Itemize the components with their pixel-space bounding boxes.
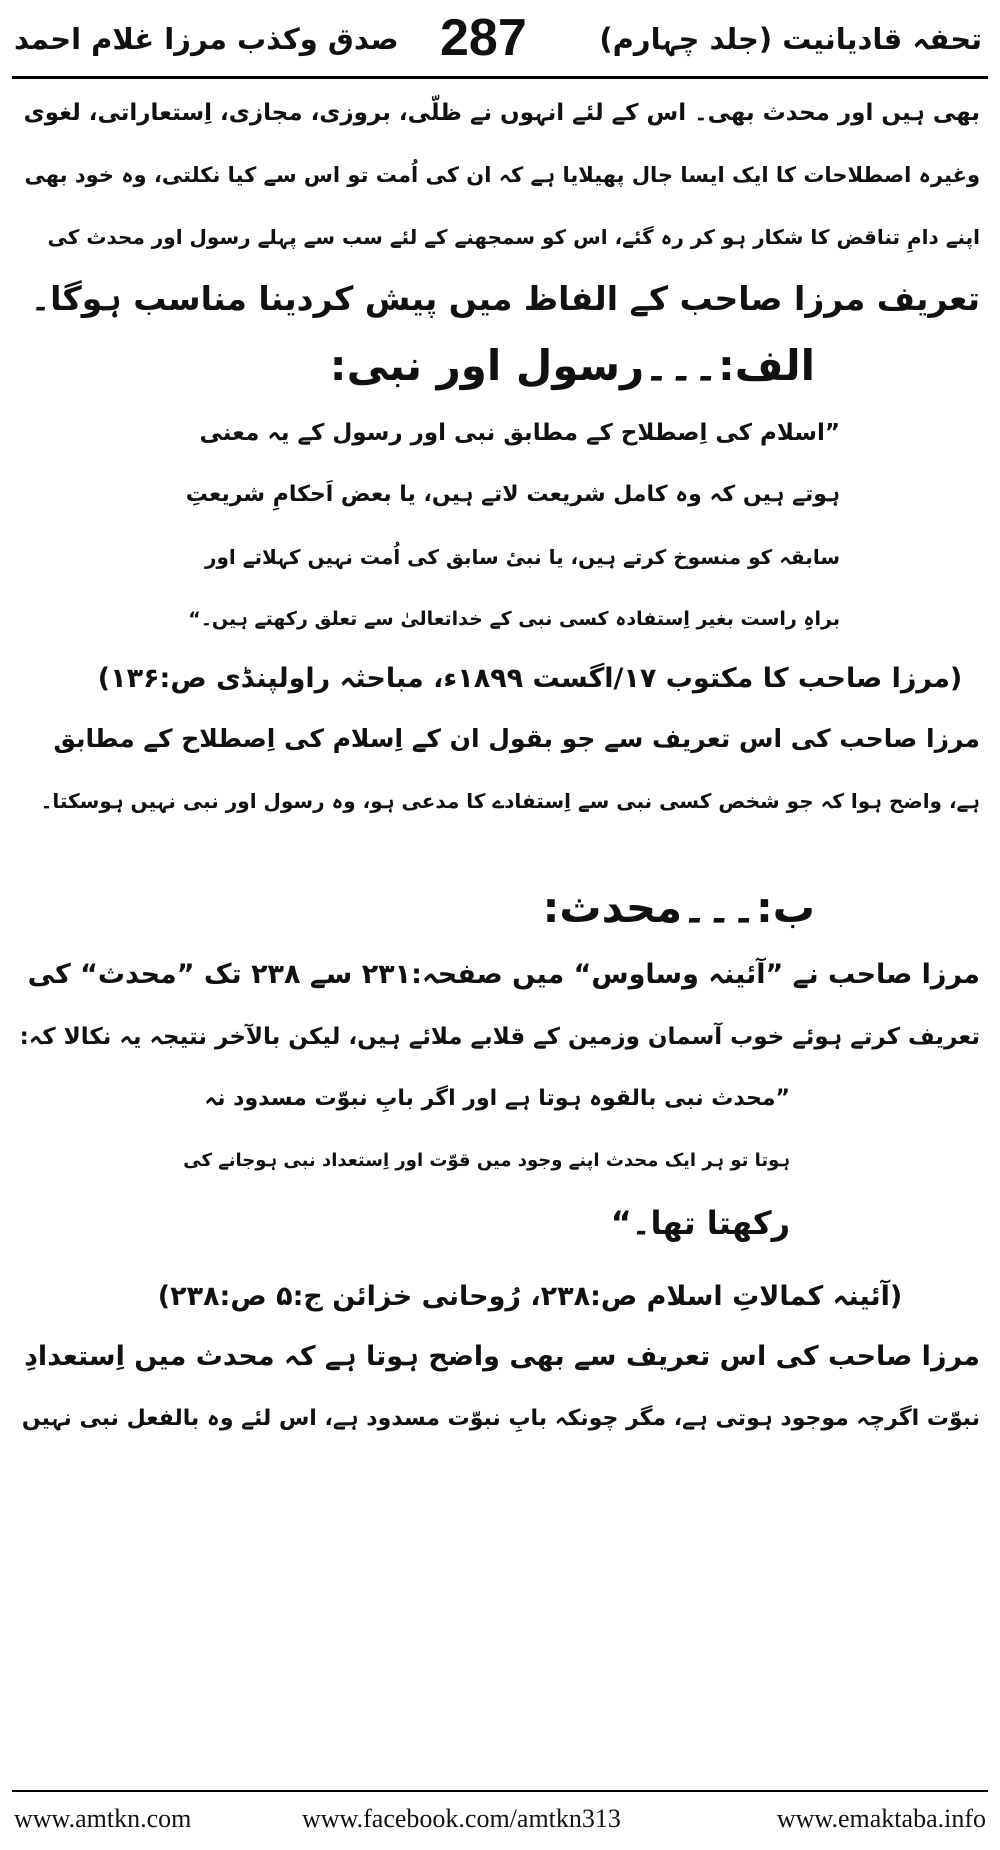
- chapter-title: صدق وکذب مرزا غلام احمد: [14, 22, 399, 56]
- text-line: اپنے دامِ تناقض کا شکار ہو کر رہ گئے، اس کو سمجھنے کے لئے سب سے پہلے رسول اور محدث کی: [47, 225, 980, 249]
- page-body: [20, 82, 980, 1450]
- book-title: تحفہ قادیانیت (جلد چہارم): [599, 22, 982, 56]
- text-line: تعریف مرزا صاحب کے الفاظ میں پیش کردینا مناسب ہوگا۔: [30, 279, 980, 318]
- quote-a: [20, 402, 980, 650]
- header-rule: [12, 76, 988, 79]
- page-number: 287: [440, 9, 527, 67]
- page-footer: [0, 1800, 1000, 1840]
- quote-line: ہوتے ہیں کہ وہ کامل شریعت لاتے ہیں، یا بعض اَحکامِ شریعتِ: [185, 482, 840, 507]
- quote-line: رکھتا تھا۔“: [610, 1204, 790, 1242]
- text-line: مرزا صاحب کی اس تعریف سے بھی واضح ہوتا ہے کہ محدث میں اِستعدادِ: [24, 1341, 980, 1372]
- quote-line: ”محدث نبی بالقوہ ہوتا ہے اور اگر بابِ نبوّت مسدود نہ: [204, 1086, 790, 1111]
- reference-a: (مرزا صاحب کا مکتوب ۱۷/اگست ۱۸۹۹ء، مباحثہ راولپنڈی ص:۱۳۶): [97, 663, 963, 694]
- section-heading-b: ب:۔۔۔محدث:: [542, 883, 815, 932]
- quote-b: [20, 1068, 980, 1254]
- paragraph-intro: [20, 82, 980, 330]
- paragraph-a-conclusion: [20, 708, 980, 832]
- text-line: تعریف کرتے ہوئے خوب آسمان وزمین کے قلابے ملائے ہیں، لیکن بالآخر نتیجہ یہ نکالا کہ:: [20, 1024, 980, 1050]
- section-heading-a: الف:۔۔۔رسول اور نبی:: [329, 341, 815, 390]
- text-line: بھی ہیں اور محدث بھی۔ اس کے لئے انہوں نے ظلّی، بروزی، مجازی، اِستعاراتی، لغوی: [23, 100, 980, 126]
- paragraph-b-conclusion: [20, 1326, 980, 1450]
- footer-rule: [12, 1790, 988, 1792]
- paragraph-b-intro: [20, 944, 980, 1068]
- footer-link-emaktaba: www.emaktaba.info: [776, 1804, 986, 1833]
- text-line: ہے، واضح ہوا کہ جو شخص کسی نبی سے اِستفادے کا مدعی ہو، وہ رسول اور نبی نہیں ہوسکتا۔: [40, 789, 980, 813]
- quote-line: سابقہ کو منسوخ کرتے ہیں، یا نبیٔ سابق کی اُمت نہیں کہلاتے اور: [204, 545, 840, 569]
- text-line: وغیرہ اصطلاحات کا ایک ایسا جال پھیلایا ہے کہ ان کی اُمت تو اس سے کیا نکلتی، وہ خود بھی: [24, 163, 980, 187]
- text-line: نبوّت اگرچہ موجود ہوتی ہے، مگر چونکہ بابِ نبوّت مسدود ہے، اس لئے وہ بالفعل نبی نہیں: [21, 1406, 980, 1431]
- quote-line: ہوتا تو ہر ایک محدث اپنے وجود میں قوّت اور اِستعداد نبی ہوجانے کی: [183, 1150, 790, 1171]
- footer-link-facebook: www.facebook.com/amtkn313: [302, 1804, 621, 1833]
- quote-line: براہِ راست بغیر اِستفادہ کسی نبی کے خداتعالیٰ سے تعلق رکھتے ہیں۔“: [188, 608, 840, 630]
- footer-link-amtkn: www.amtkn.com: [14, 1804, 192, 1833]
- quote-line: ”اسلام کی اِصطلاح کے مطابق نبی اور رسول کے یہ معنی: [199, 420, 840, 446]
- page-header: [0, 0, 1000, 80]
- reference-b: (آئینہ کمالاتِ اسلام ص:۲۳۸، رُوحانی خزائن ج:۵ ص:۲۳۸): [157, 1281, 903, 1312]
- text-line: مرزا صاحب نے ”آئینہ وساوس“ میں صفحہ:۲۳۱ سے ۲۳۸ تک ”محدث“ کی: [27, 959, 980, 990]
- text-line: مرزا صاحب کی اس تعریف سے جو بقول ان کے اِسلام کی اِصطلاح کے مطابق: [53, 724, 980, 753]
